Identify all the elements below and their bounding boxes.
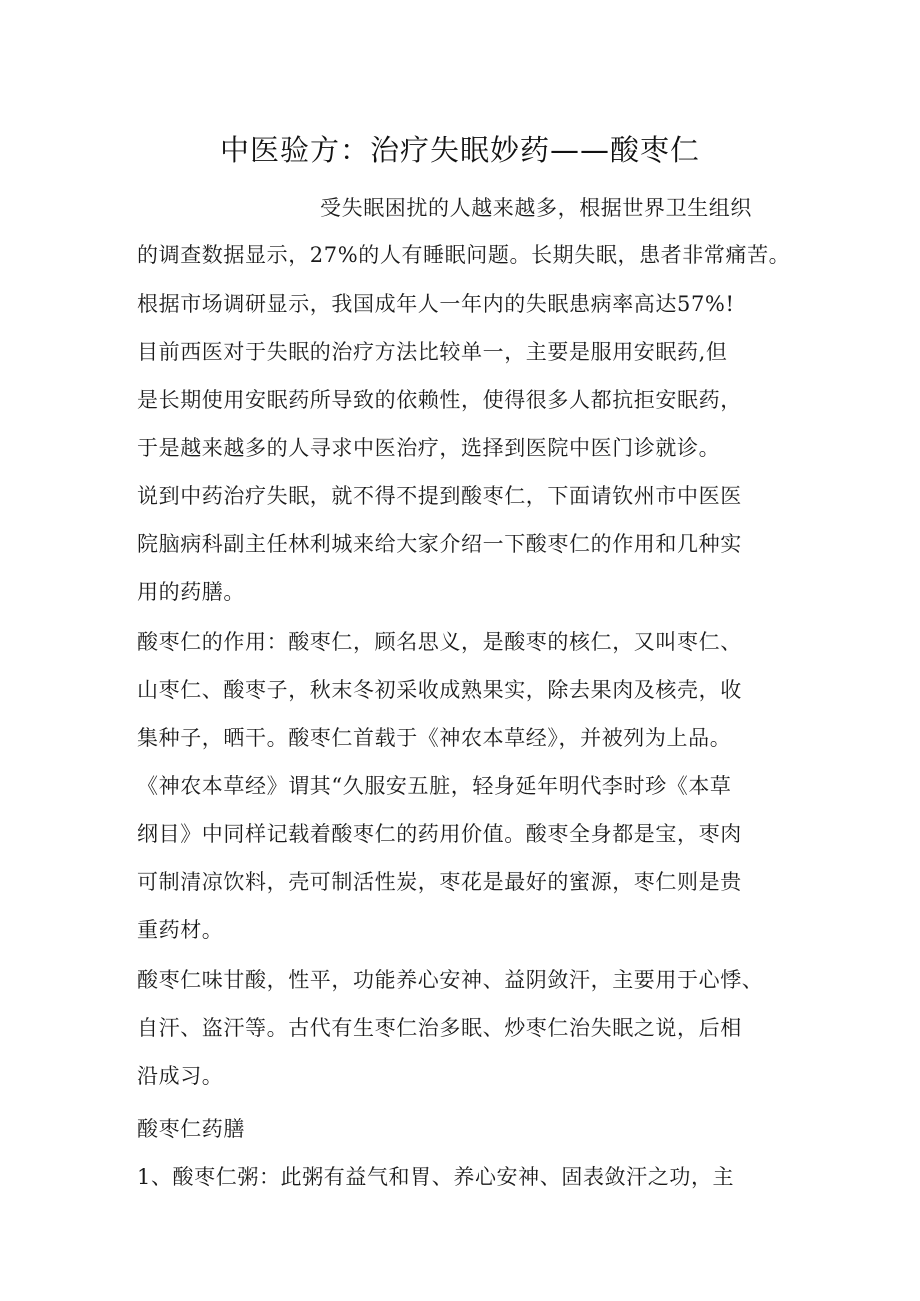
paragraph-line: 的调查数据显示，27%的人有睡眠问题。长期失眠，患者非常痛苦。 — [137, 243, 791, 267]
paragraph-line: 1、酸枣仁粥：此粥有益气和胃、养心安神、固表敛汗之功，主 — [137, 1165, 735, 1189]
paragraph-line: 用的药膳。 — [137, 580, 245, 604]
paragraph-line: 重药材。 — [137, 918, 224, 942]
paragraph-line: 可制清凉饮料，壳可制活性炭，枣花是最好的蜜源，枣仁则是贵 — [137, 870, 742, 894]
paragraph-line: 山枣仁、酸枣子，秋末冬初采收成熟果实，除去果肉及核壳，收 — [137, 678, 742, 702]
section-heading: 酸枣仁药膳 — [137, 1117, 245, 1141]
paragraph-line: 于是越来越多的人寻求中医治疗，选择到医院中医门诊就诊。 — [137, 436, 721, 460]
paragraph-line: 说到中药治疗失眠，就不得不提到酸枣仁，下面请钦州市中医医 — [137, 484, 742, 508]
paragraph-line: 《神农本草经》谓其“久服安五脏，轻身延年明代李时珍《本草 — [137, 774, 732, 798]
paragraph-line: 根据市场调研显示，我国成年人一年内的失眠患病率高达57%! — [137, 292, 735, 316]
paragraph-line: 沿成习。 — [137, 1064, 224, 1088]
paragraph-line: 受失眠困扰的人越来越多，根据世界卫生组织 — [320, 196, 752, 220]
paragraph-line: 自汗、盗汗等。古代有生枣仁治多眠、炒枣仁治失眠之说，后相 — [137, 1016, 742, 1040]
paragraph-line: 集种子，晒干。酸枣仁首载于《神农本草经》，并被列为上品。 — [137, 726, 732, 750]
paragraph-line: 酸枣仁的作用：酸枣仁，顾名思义，是酸枣的核仁，又叫枣仁、 — [137, 630, 742, 654]
paragraph-line: 目前西医对于失眠的治疗方法比较单一，主要是服用安眠药,但 — [137, 340, 728, 364]
document-title: 中医验方：治疗失眠妙药——酸枣仁 — [219, 133, 700, 167]
paragraph-line: 纲目》中同样记载着酸枣仁的药用价值。酸枣全身都是宝，枣肉 — [137, 822, 742, 846]
paragraph-line: 是长期使用安眠药所导致的依赖性，使得很多人都抗拒安眠药， — [137, 388, 742, 412]
paragraph-line: 院脑病科副主任林利城来给大家介绍一下酸枣仁的作用和几种实 — [137, 532, 742, 556]
paragraph-line: 酸枣仁味甘酸，性平，功能养心安神、益阴敛汗，主要用于心悸、 — [137, 968, 764, 992]
